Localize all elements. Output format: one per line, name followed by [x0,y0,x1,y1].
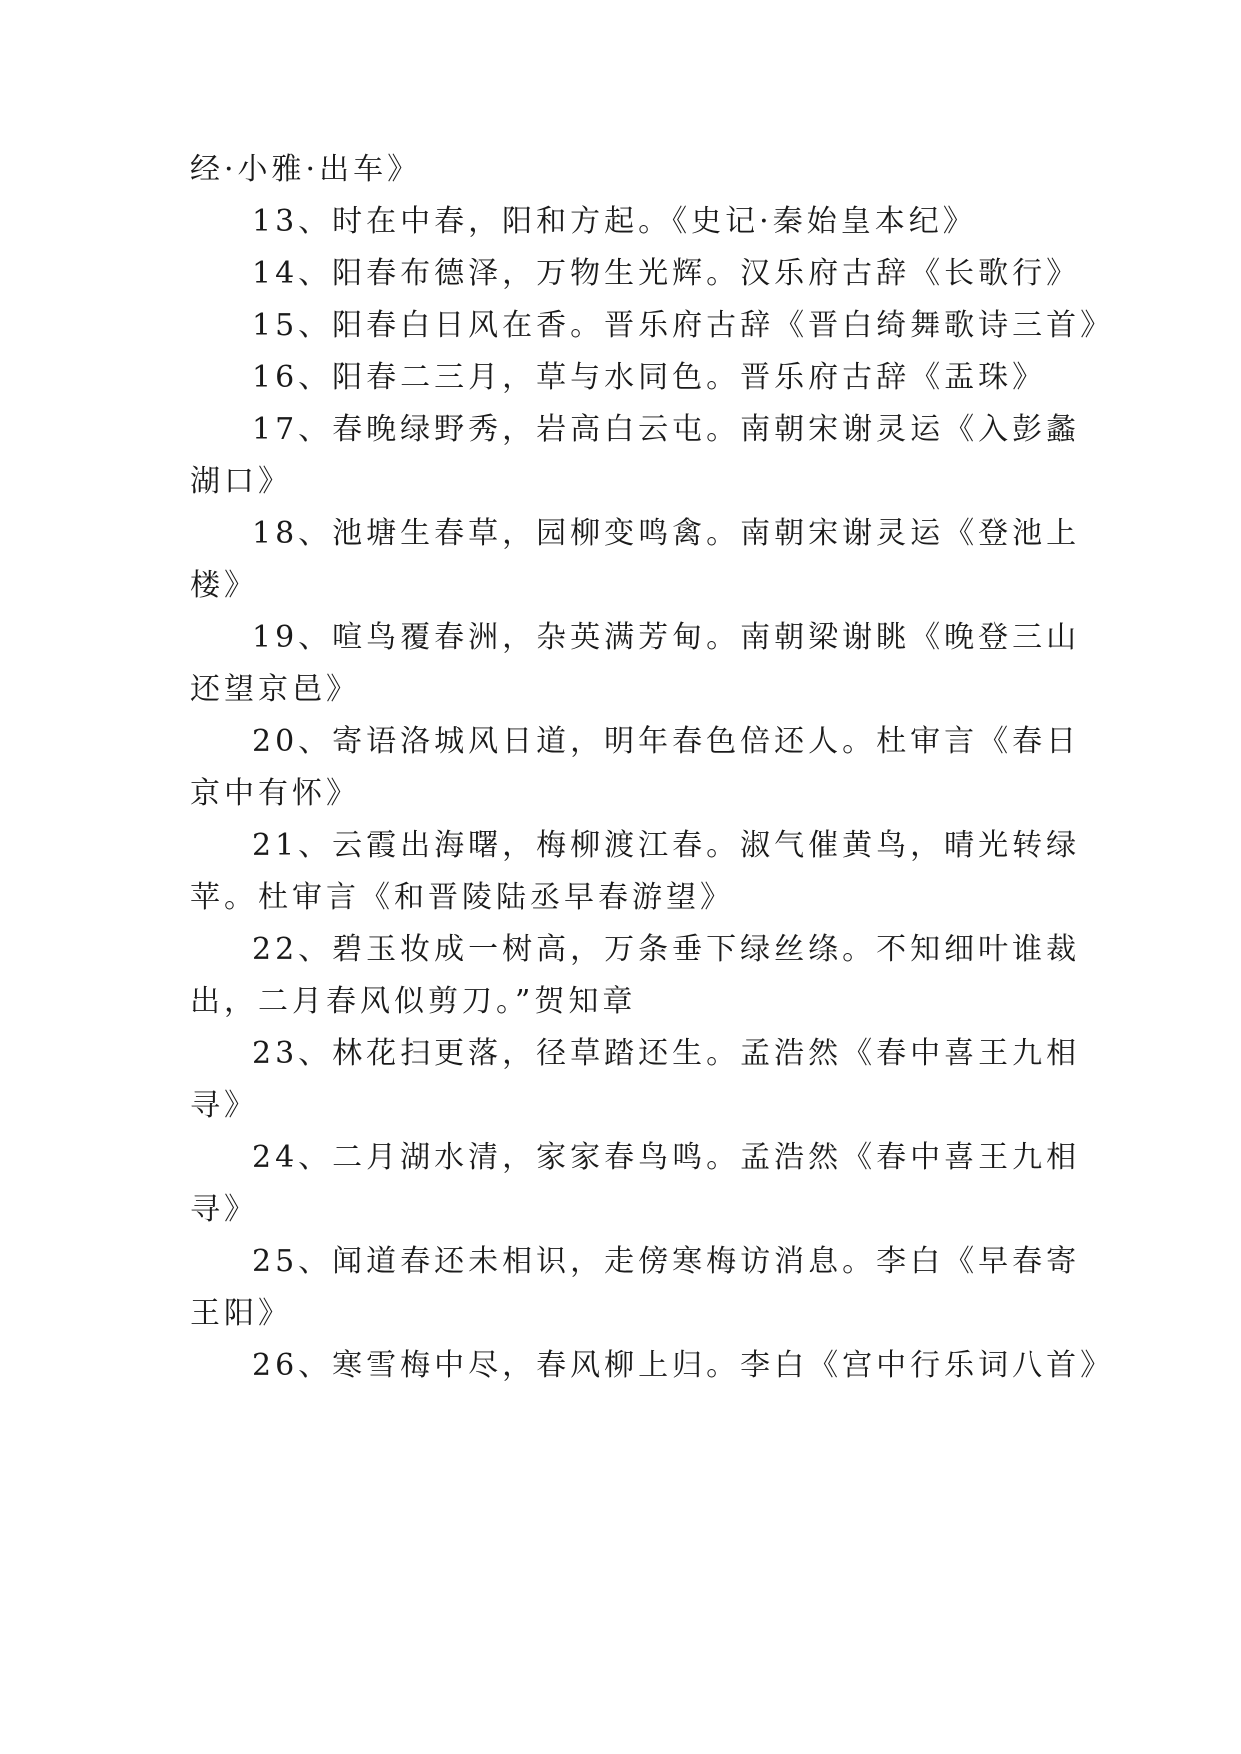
text-line: 苹。杜审言《和晋陵陆丞早春游望》 [190,880,734,915]
text-line: 14、阳春布德泽，万物生光辉。汉乐府古辞《长歌行》 [252,256,1081,291]
text-line: 22、碧玉妆成一树高，万条垂下绿丝绦。不知细叶谁裁 [252,932,1081,967]
text-line: 寻》 [190,1088,258,1123]
text-line: 王阳》 [190,1296,292,1331]
text-line: 京中有怀》 [190,776,360,811]
text-line: 楼》 [190,568,258,603]
text-line: 寻》 [190,1192,258,1227]
text-line: 25、闻道春还未相识，走傍寒梅访消息。李白《早春寄 [252,1244,1081,1279]
text-line: 23、林花扫更落，径草踏还生。孟浩然《春中喜王九相 [252,1036,1081,1071]
text-line: 16、阳春二三月，草与水同色。晋乐府古辞《盂珠》 [252,360,1047,395]
text-line: 湖口》 [190,464,292,499]
text-line: 21、云霞出海曙，梅柳渡江春。淑气催黄鸟，晴光转绿 [252,828,1081,863]
text-line: 17、春晚绿野秀，岩高白云屯。南朝宋谢灵运《入彭蠡 [252,412,1081,447]
text-line: 出，二月春风似剪刀。”贺知章 [190,984,637,1019]
text-line: 18、池塘生春草，园柳变鸣禽。南朝宋谢灵运《登池上 [252,516,1081,551]
text-line: 13、时在中春，阳和方起。《史记·秦始皇本纪》 [252,204,977,239]
text-line: 24、二月湖水清，家家春鸟鸣。孟浩然《春中喜王九相 [252,1140,1081,1175]
text-line: 19、喧鸟覆春洲，杂英满芳甸。南朝梁谢眺《晚登三山 [252,620,1081,655]
text-line: 26、寒雪梅中尽，春风柳上归。李白《宫中行乐词八首》 [252,1348,1115,1383]
text-line: 15、阳春白日风在香。晋乐府古辞《晋白绮舞歌诗三首》 [252,308,1115,343]
text-line: 20、寄语洛城风日道，明年春色倍还人。杜审言《春日 [252,724,1081,759]
text-line: 经·小雅·出车》 [190,152,422,187]
text-line: 还望京邑》 [190,672,360,707]
